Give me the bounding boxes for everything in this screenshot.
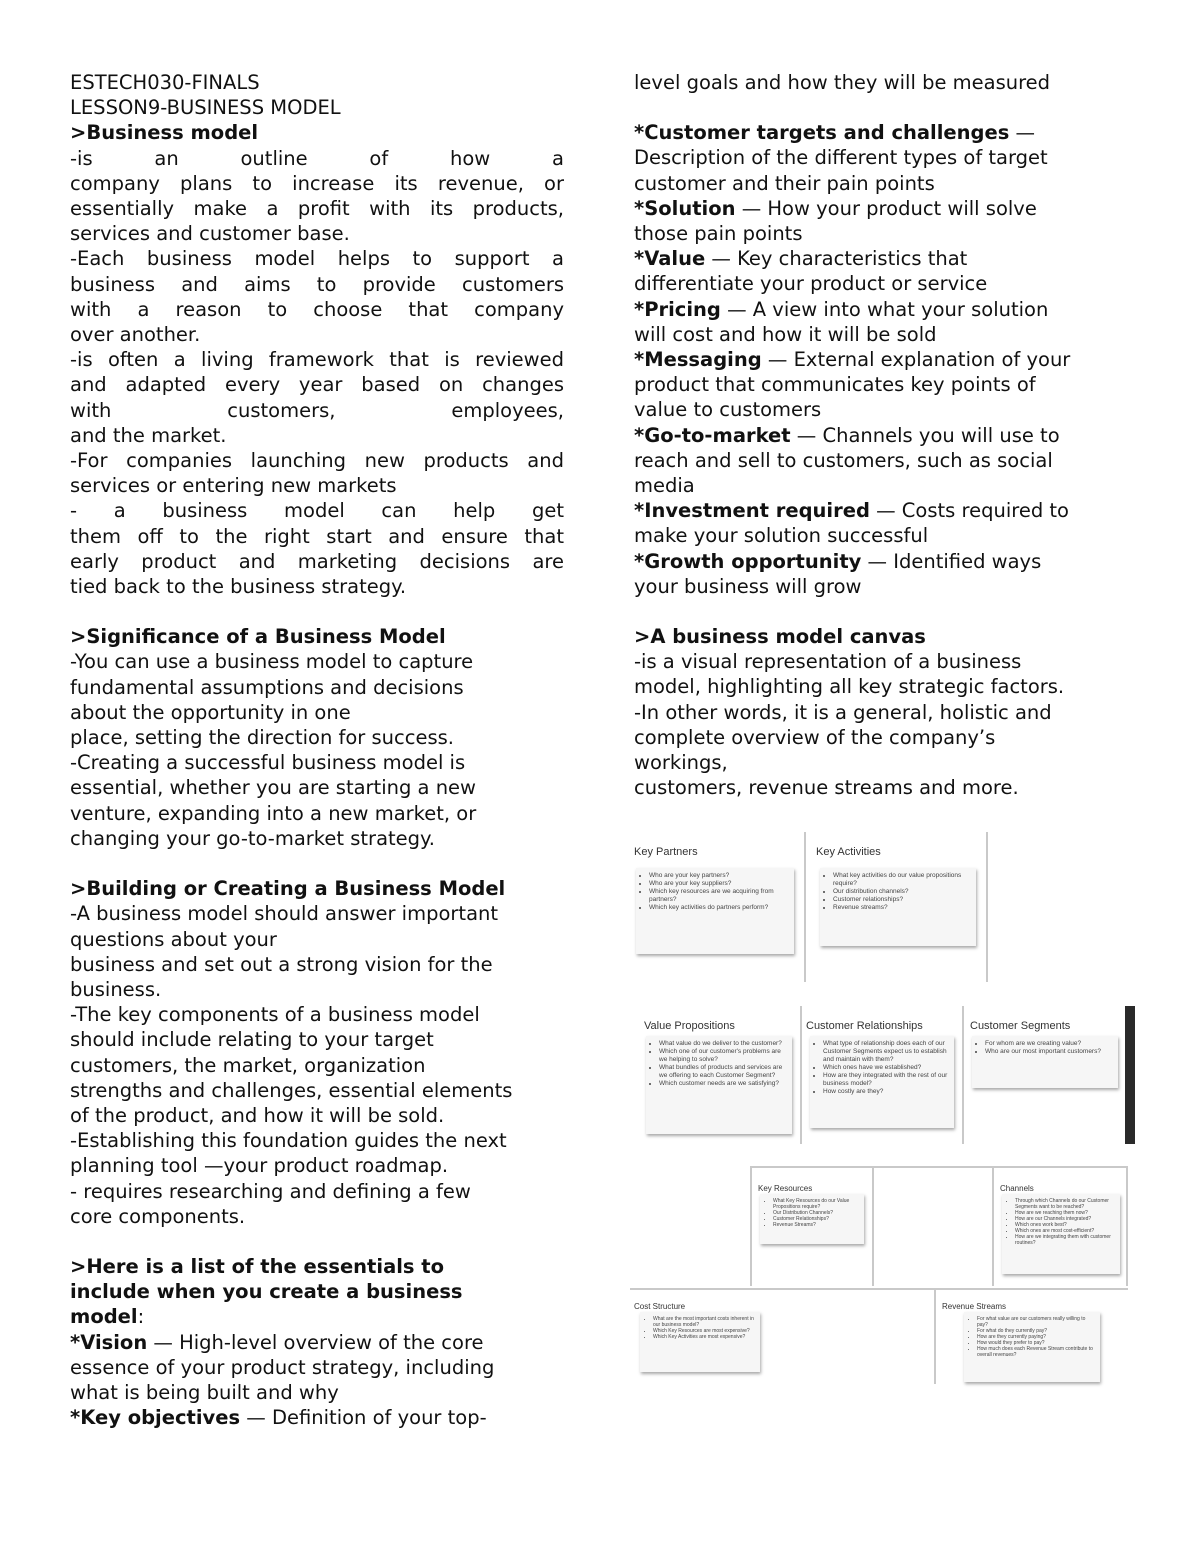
building-body [70, 901, 564, 1229]
key-objectives-continued: level goals and how they will be measured [634, 71, 1051, 94]
text-line: media [634, 474, 695, 498]
text-line: venture, expanding into a new market, or [70, 801, 477, 825]
channels-note: • Through which Channels do our Customer Segments want to be reached? • How are we reaching them now? • How are our Channels integrated? • Which ones work best? • Which ones are most cost-efficient? • How are we integrating them with customer routines? [1002, 1194, 1120, 1274]
customer-relationships-note: • What type of relationship does each of our Customer Segments expect us to establish and maintain with them? • Which ones have we established? • How are they integrated with the rest of our business model? • How costly are they? [810, 1036, 954, 1128]
text-line: them off to the right start and ensure that [70, 524, 564, 548]
text-line: strengths and challenges, essential elements [70, 1078, 513, 1102]
text-line: -is often a living framework that is reviewed [70, 348, 564, 372]
text-line: company plans to increase its revenue, or [70, 171, 564, 195]
customer-segments-note: • For whom are we creating value? • Who are our most important customers? [972, 1036, 1118, 1088]
significance-body [70, 649, 564, 851]
text-line: -You can use a business model to capture [70, 650, 474, 674]
text-line: -is an outline of how a [70, 146, 564, 170]
text-line: complete overview of the company’s [634, 725, 996, 749]
text-line: tied back to the business strategy. [70, 575, 407, 599]
right-column [634, 70, 1134, 800]
significance-heading: >Significance of a Business Model [70, 625, 446, 649]
text-line: early product and marketing decisions are [70, 549, 564, 573]
text-line: -Establishing this foundation guides the next [70, 1129, 507, 1153]
text-line: of the product, and how it will be sold. [70, 1103, 445, 1127]
text-line: your business will grow [634, 574, 862, 598]
text-line: reach and sell to customers, such as social [634, 448, 1053, 472]
bm-definition [70, 146, 564, 600]
essential-item: *Value — Key characteristics that [634, 247, 968, 271]
essentials-list [634, 120, 1134, 599]
text-line: core components. [70, 1204, 246, 1228]
essential-item: *Messaging — External explanation of your [634, 348, 1071, 372]
key-resources-title: Key Resources [758, 1184, 813, 1193]
text-line: -A business model should answer important [70, 902, 499, 926]
text-line: differentiate your product or service [634, 272, 988, 296]
text-line: product that communicates key points of [634, 373, 1036, 397]
text-line: changing your go-to-market strategy. [70, 826, 435, 850]
customer-segments-title: Customer Segments [970, 1020, 1071, 1032]
key-partners-note: • Who are your key partners? • Who are your key suppliers? • Which key resources are we acquiring from partners? • Which key activities do partners perform? [636, 868, 794, 954]
lesson-title: LESSON9-BUSINESS MODEL [70, 96, 341, 120]
essential-item: *Pricing — A view into what your solution [634, 297, 1049, 321]
key-resources-note: • What Key Resources do our Value Propositions require? • Our Distribution Channels? • Customer Relationships? • Revenue Streams? [760, 1194, 864, 1244]
text-line: -Each business model helps to support a [70, 247, 564, 271]
text-line: will cost and how it will be sold [634, 322, 937, 346]
essential-item: *Growth opportunity — Identified ways [634, 549, 1042, 573]
business-model-heading: >Business model [70, 121, 259, 145]
text-line: -is a visual representation of a business [634, 650, 1022, 674]
key-activities-note: • What key activities do our value propositions require? • Our distribution channels? • Customer relationships? • Revenue streams? [820, 868, 976, 946]
text-line: -In other words, it is a general, holistic and [634, 700, 1052, 724]
text-line: essentially make a profit with its products, [70, 197, 564, 221]
doc-title: ESTECH030-FINALS [70, 71, 260, 94]
building-heading: >Building or Creating a Business Model [70, 877, 506, 901]
canvas-heading: >A business model canvas [634, 625, 926, 649]
essential-item: *Customer targets and challenges — [634, 121, 1036, 145]
vision-item: *Vision — High-level overview of the core [70, 1330, 484, 1354]
cost-structure-note: • What are the most important costs inherent in our business model? • Which Key Resources are most expensive? • Which Key Activities are most expensive? [640, 1312, 760, 1372]
text-line: fundamental assumptions and decisions [70, 675, 464, 699]
text-line: - a business model can help get [70, 499, 564, 523]
text-line: customers, revenue streams and more. [634, 776, 1019, 800]
text-line: customer and their pain points [634, 171, 935, 195]
text-line: business and aims to provide customers [70, 272, 564, 296]
text-line: should include relating to your target [70, 1028, 434, 1052]
text-line: value to customers [634, 398, 822, 422]
customer-relationships-title: Customer Relationships [806, 1020, 923, 1032]
revenue-streams-title: Revenue Streams [942, 1302, 1007, 1311]
text-line: and adapted every year based on changes [70, 373, 564, 397]
text-line: over another. [70, 323, 201, 347]
text-line: with a reason to choose that company [70, 297, 564, 321]
essential-item: *Go-to-market — Channels you will use to [634, 423, 1060, 447]
text-line: with customers, employees, [70, 398, 564, 422]
cost-structure-title: Cost Structure [634, 1302, 686, 1311]
revenue-streams-note: • For what value are our customers really willing to pay? • For what do they currently pay? • How are they currently paying? • How would they prefer to pay? • How much does each Revenue Stream contribute to overall revenues? [964, 1312, 1100, 1382]
key-activities-title: Key Activities [816, 846, 881, 858]
text-line: place, setting the direction for success. [70, 726, 455, 750]
text-line: what is being built and why [70, 1380, 339, 1404]
text-line: model, highlighting all key strategic factors. [634, 675, 1065, 699]
value-propositions-title: Value Propositions [644, 1020, 735, 1032]
text-line: planning tool —your product roadmap. [70, 1154, 449, 1178]
text-line: about the opportunity in one [70, 700, 351, 724]
left-column [70, 70, 564, 1430]
text-line: essence of your product strategy, including [70, 1355, 495, 1379]
text-line: Description of the different types of target [634, 146, 1048, 170]
text-line: and the market. [70, 423, 227, 447]
key-partners-title: Key Partners [634, 846, 698, 858]
text-line: - requires researching and defining a few [70, 1179, 471, 1203]
text-line: services or entering new markets [70, 474, 397, 498]
text-line: business and set out a strong vision for the [70, 952, 493, 976]
text-line: -The key components of a business model [70, 1003, 480, 1027]
business-model-canvas-figure [630, 828, 1138, 1388]
canvas-body [634, 649, 1134, 800]
key-objectives-item: *Key objectives — Definition of your top- [70, 1406, 487, 1430]
essentials-heading: >Here is a list of the essentials to include when you create a business model: [70, 1254, 463, 1329]
text-line: -Creating a successful business model is [70, 751, 466, 775]
value-propositions-note: • What value do we deliver to the customer? • Which one of our customer's problems are we helping to solve? • What bundles of products and services are we offering to each Customer Segment? • Which customer needs are we satisfying? [646, 1036, 792, 1134]
text-line: -For companies launching new products and [70, 449, 564, 473]
essential-item: *Investment required — Costs required to [634, 499, 1069, 523]
text-line: business. [70, 977, 162, 1001]
text-line: workings, [634, 751, 728, 775]
text-line: essential, whether you are starting a new [70, 776, 477, 800]
text-line: those pain points [634, 222, 803, 246]
text-line: questions about your [70, 927, 277, 951]
text-line: services and customer base. [70, 222, 350, 246]
essential-item: *Solution — How your product will solve [634, 196, 1037, 220]
text-line: make your solution successful [634, 524, 929, 548]
channels-title: Channels [1000, 1184, 1034, 1193]
text-line: customers, the market, organization [70, 1053, 426, 1077]
